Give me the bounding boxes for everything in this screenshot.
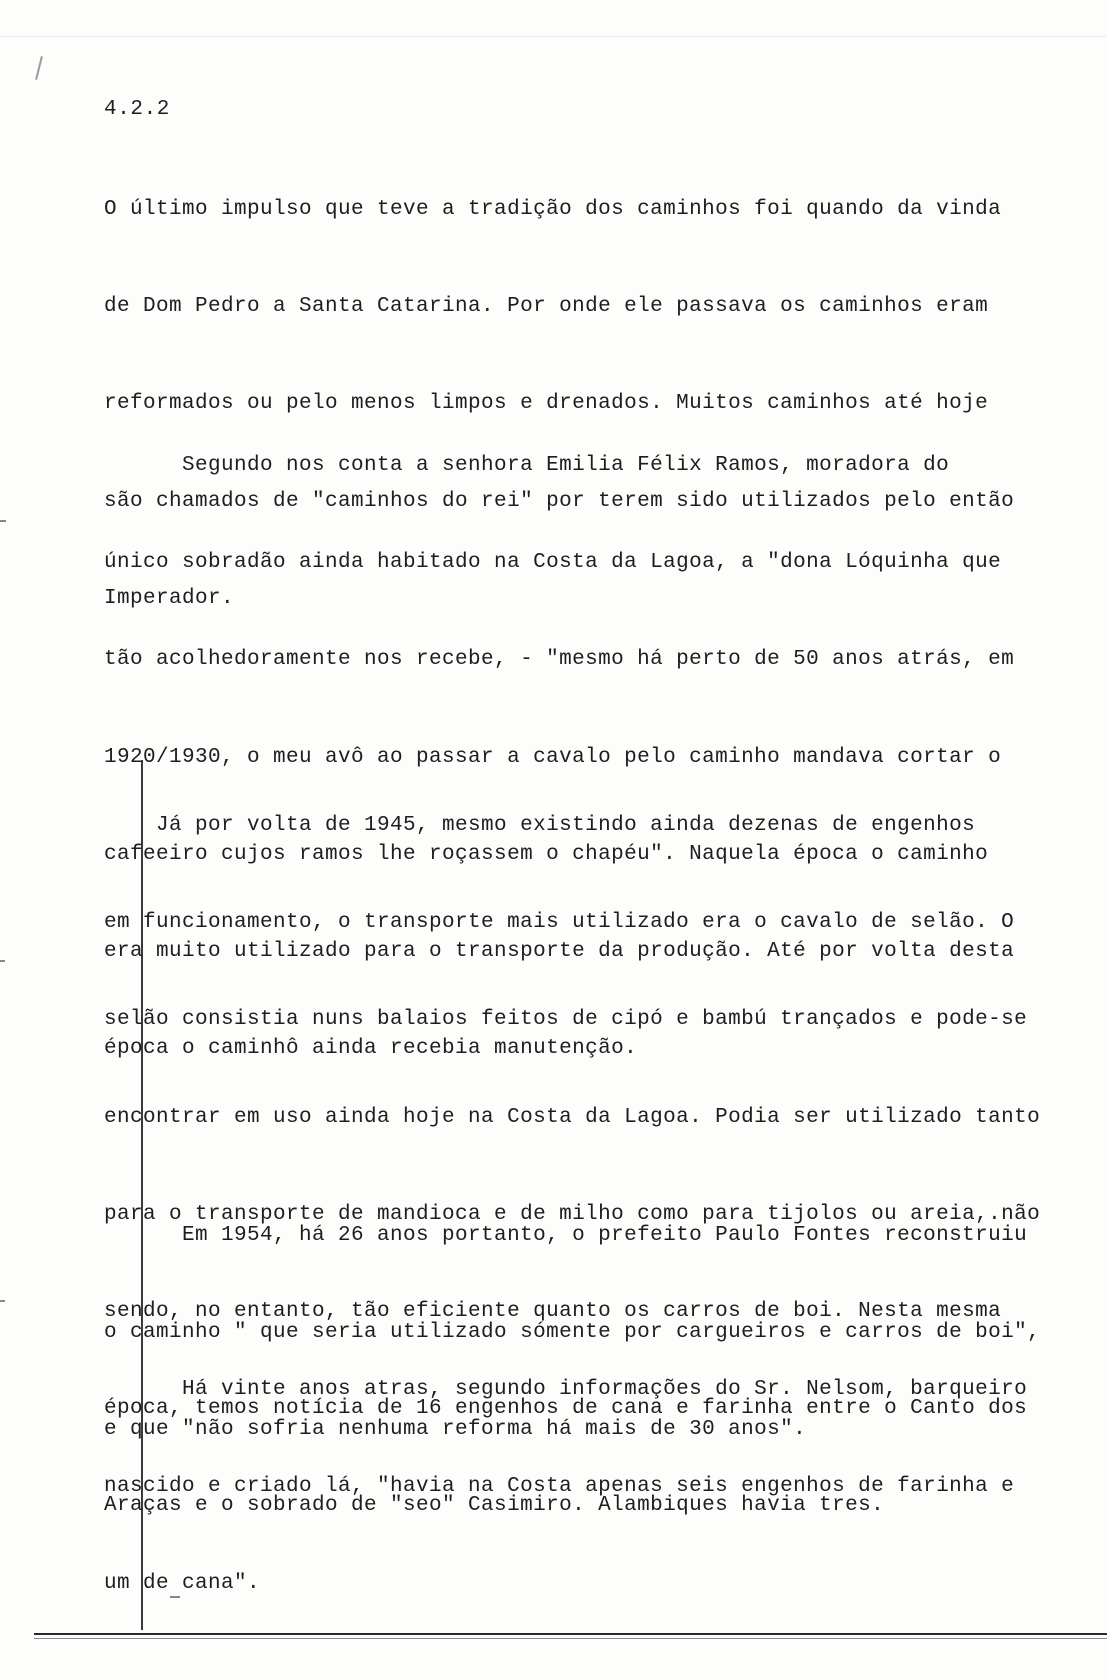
- text-line: tão acolhedoramente nos recebe, - "mesmo há perto de 50 anos atrás, em: [104, 648, 1015, 672]
- text-line: o caminho " que seria utilizado sómente por cargueiros e carros de boi",: [104, 1321, 1041, 1345]
- text-line: único sobradão ainda habitado na Costa da Lagoa, a "dona Lóquinha que: [104, 551, 1002, 575]
- text-line: selão consistia nuns balaios feitos de cipó e bambú trançados e pode-se: [104, 1008, 1028, 1032]
- text-line: era muito utilizado para o transporte da produção. Até por volta desta: [104, 939, 1015, 963]
- text-line: e que "não sofria nenhuma reforma há mais de 30 anos".: [104, 1418, 807, 1442]
- text-line: Araças e o sobrado de "seo" Casimiro. Alambiques havia tres.: [104, 1494, 885, 1518]
- margin-tick: [0, 1300, 5, 1302]
- text-line: de Dom Pedro a Santa Catarina. Por onde ele passava os caminhos eram: [104, 295, 989, 319]
- text-line: para o transporte de mandioca e de milho como para tijolos ou areia,.não: [104, 1202, 1041, 1226]
- scan-edge: [0, 36, 1107, 37]
- text-line: época, temos notícia de 16 engenhos de cana e farinha entre o Canto dos: [104, 1397, 1028, 1421]
- paragraph-5: [104, 1332, 1094, 1670]
- text-line: reformados ou pelo menos limpos e drenados. Muitos caminhos até hoje: [104, 392, 989, 416]
- text-line: um de cana".: [104, 1572, 261, 1596]
- margin-tick: [0, 960, 5, 962]
- text-line: são chamados de "caminhos do rei" por terem sido utilizados pelo então: [104, 489, 1015, 513]
- text-line: época o caminhô ainda recebia manutenção.: [104, 1037, 638, 1061]
- text-line: cafeeiro cujos ramos lhe roçassem o chapéu". Naquela época o caminho: [104, 842, 989, 866]
- text-line: O último impulso que teve a tradição dos caminhos foi quando da vinda: [104, 198, 1002, 221]
- text-line: 1920/1930, o meu avô ao passar a cavalo pelo caminho mandava cortar o: [104, 745, 1002, 769]
- pencil-mark: [35, 56, 43, 80]
- text-line: Já por volta de 1945, mesmo existindo ainda dezenas de engenhos: [104, 814, 976, 837]
- text-line: Segundo nos conta a senhora Emilia Félix Ramos, moradora do: [104, 454, 950, 477]
- text-line: Imperador.: [104, 586, 235, 610]
- text-line: nascido e criado lá, "havia na Costa apenas seis engenhos de farinha e: [104, 1475, 1015, 1499]
- text-line: encontrar em uso ainda hoje na Costa da Lagoa. Podia ser utilizado tanto: [104, 1105, 1041, 1129]
- text-line: Há vinte anos atras, segundo informações do Sr. Nelsom, barqueiro: [104, 1378, 1028, 1401]
- text-line: em funcionamento, o transporte mais utilizado era o cavalo de selão. O: [104, 911, 1015, 935]
- text-line: Em 1954, há 26 anos portanto, o prefeito Paulo Fontes reconstruiu: [104, 1224, 1028, 1247]
- text-line: sendo, no entanto, tão eficiente quanto os carros de boi. Nesta mesma: [104, 1299, 1002, 1323]
- margin-tick: [0, 520, 6, 522]
- section-number: 4.2.2: [104, 98, 171, 121]
